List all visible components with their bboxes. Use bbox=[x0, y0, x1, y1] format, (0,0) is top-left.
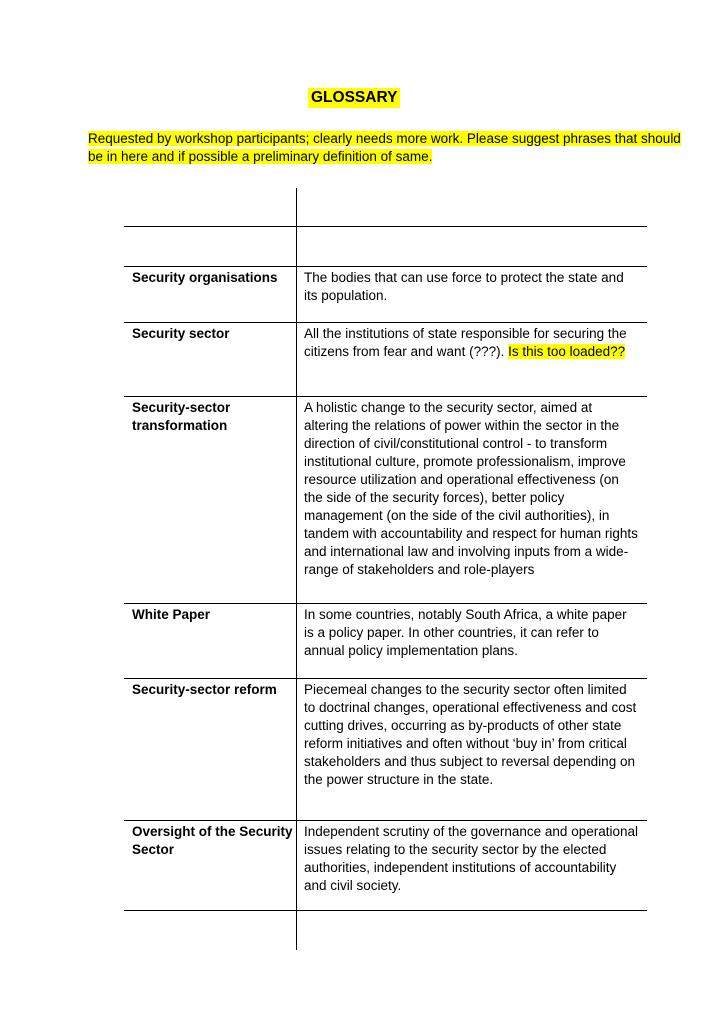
definition: Independent scrutiny of the governance and operational issues relating to the security sector by the elected authorities, independent institutions of accountability and civil society. bbox=[304, 824, 638, 893]
table-row bbox=[124, 820, 647, 911]
table-row bbox=[124, 678, 647, 809]
term: Oversight of the Security Sector bbox=[132, 824, 293, 857]
definition: In some countries, notably South Africa, a white paper is a policy paper. In other countries, it can refer to annual policy implementation plans. bbox=[304, 607, 627, 658]
table-row bbox=[124, 396, 647, 597]
table-row bbox=[124, 266, 647, 325]
table-row-empty bbox=[124, 910, 647, 951]
term: Security organisations bbox=[132, 270, 278, 285]
term: Security sector bbox=[132, 326, 230, 341]
definition-cell bbox=[304, 325, 640, 361]
definition: Piecemeal changes to the security sector often limited to doctrinal changes, operational effectiveness and cost cutting drives, occurring as by-products of other state reform initiatives and often without ‘buy in’ from critical stakeholders and thus subject to reversal depending on the power structure in the state. bbox=[304, 682, 637, 787]
table-row bbox=[124, 603, 647, 680]
term: White Paper bbox=[132, 607, 211, 622]
term: Security-sector reform bbox=[132, 682, 277, 697]
page-title: GLOSSARY bbox=[308, 88, 400, 108]
intro-note bbox=[88, 130, 688, 166]
table-row bbox=[124, 322, 647, 399]
intro-text: Requested by workshop participants; clearly needs more work. Please suggest phrases that should be in here and if possible a preliminary definition of same. bbox=[88, 131, 681, 164]
definition: The bodies that can use force to protect the state and its population. bbox=[304, 270, 624, 303]
table-row-empty bbox=[124, 226, 647, 267]
definition: A holistic change to the security sector, aimed at altering the relations of power within the sector in the direction of civil/constitutional control - to transform institutional culture, promote professionalism, improve resource utilization and operational effectiveness (on the side of the security forces), better policy management (on the side of the civil authorities), in tandem with accountability and respect for human rights and international law and involving inputs from a wide-range of stakeholders and role-players bbox=[304, 400, 638, 577]
term: Security-sector transformation bbox=[132, 400, 231, 433]
definition: All the institutions of state responsible for securing the citizens from fear and want (???). bbox=[304, 326, 627, 359]
definition-note: Is this too loaded?? bbox=[508, 344, 626, 359]
